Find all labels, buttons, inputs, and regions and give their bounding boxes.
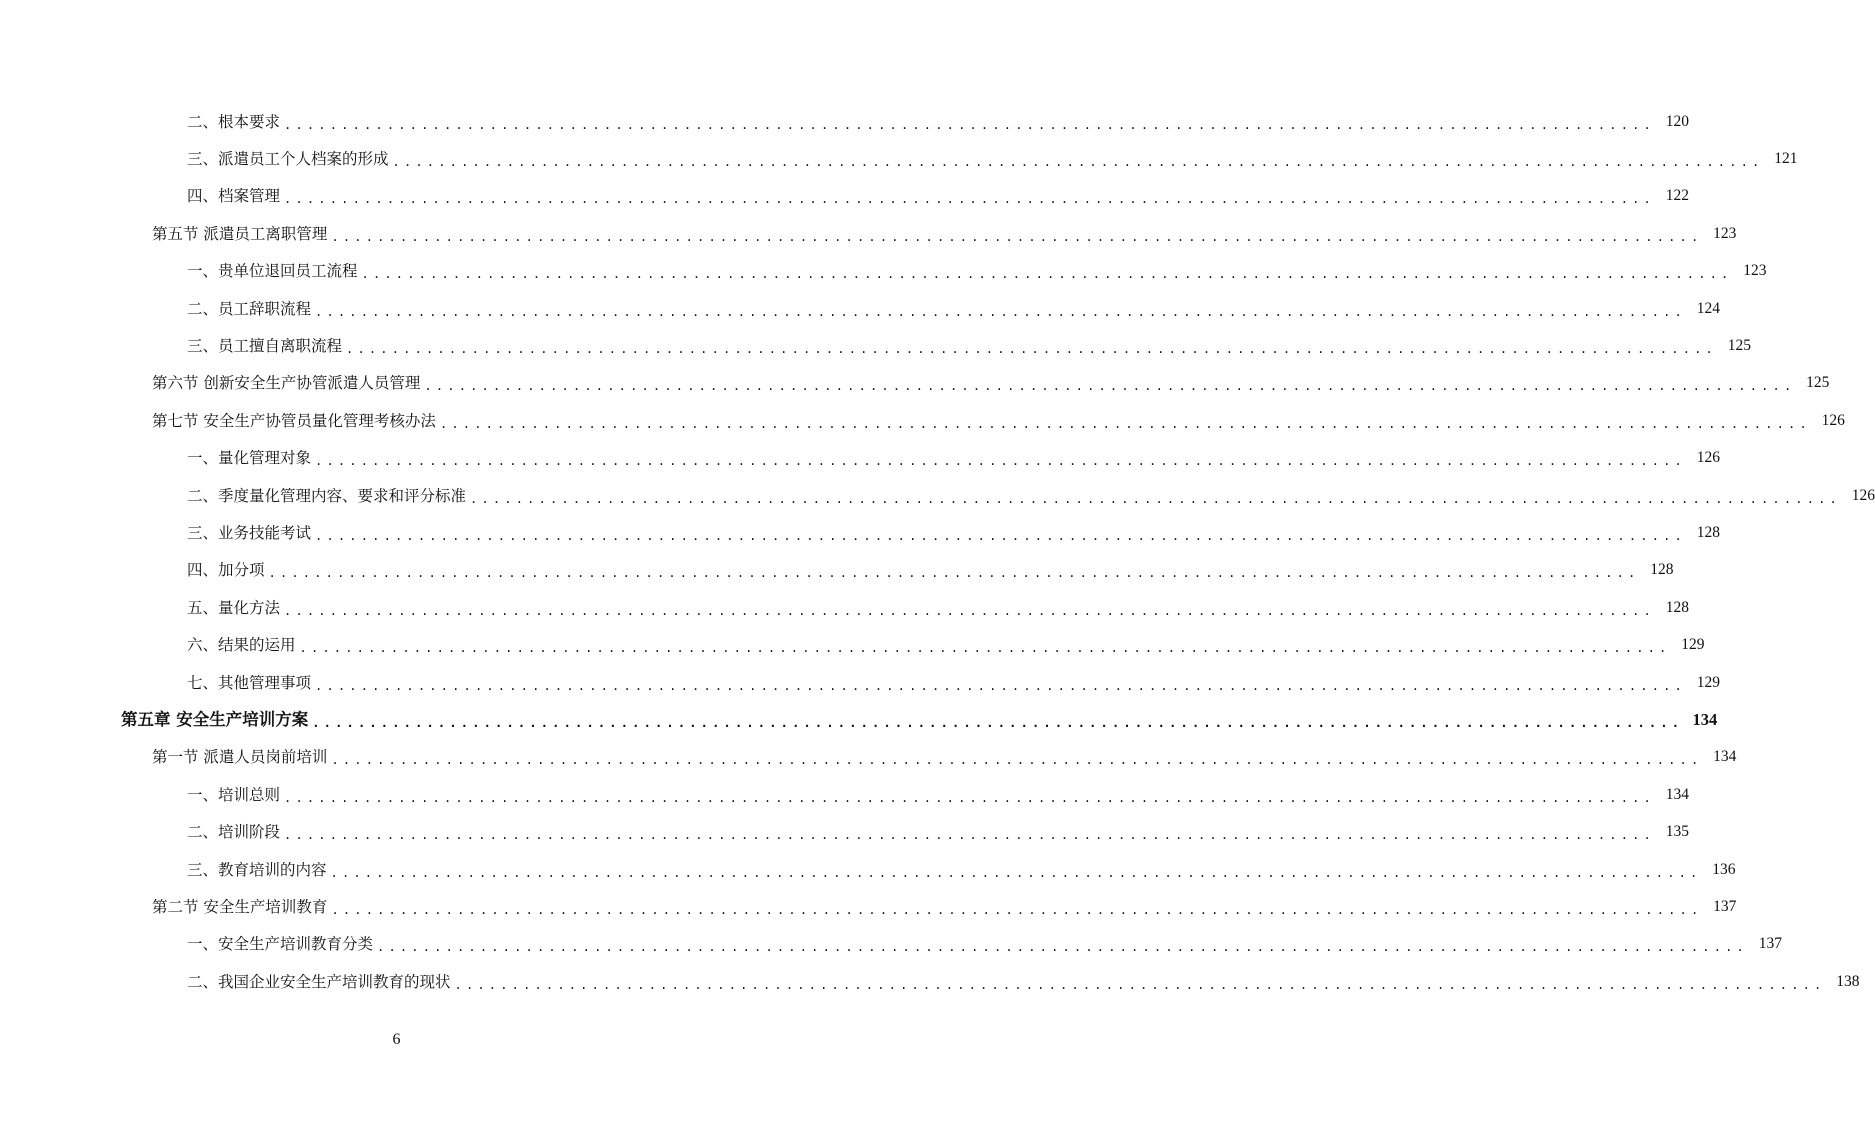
toc-entry[interactable] bbox=[0, 253, 1767, 290]
toc-entry-page: 128 bbox=[1696, 523, 1720, 541]
toc-entry-page: 123 bbox=[1713, 224, 1737, 242]
toc-entry-page: 121 bbox=[1774, 150, 1798, 168]
toc-entry[interactable] bbox=[0, 552, 1674, 589]
toc-leader-dots: ........................................................................................................................ bbox=[315, 678, 1686, 693]
toc-entry-title: 五、量化方法 bbox=[187, 598, 281, 617]
toc-entry-title: 二、我国企业安全生产培训教育的现状 bbox=[187, 972, 451, 991]
toc-entry-page: 125 bbox=[1727, 337, 1751, 355]
toc-entry-title: 二、培训阶段 bbox=[187, 823, 281, 842]
toc-entry-page: 120 bbox=[1665, 112, 1689, 130]
toc-entry-title: 四、加分项 bbox=[187, 561, 265, 580]
toc-entry[interactable] bbox=[0, 739, 1737, 776]
toc-leader-dots: ........................................................................................................................ bbox=[312, 715, 1684, 730]
toc-entry[interactable] bbox=[0, 215, 1737, 252]
toc-entry-page: 126 bbox=[1821, 411, 1845, 429]
toc-entry-title: 第七节 安全生产协管员量化管理考核办法 bbox=[152, 411, 436, 430]
toc-entry-title: 第五章 安全生产培训方案 bbox=[121, 709, 309, 729]
toc-entry-title: 二、员工辞职流程 bbox=[187, 299, 312, 318]
page-number: 6 bbox=[392, 1031, 401, 1048]
toc-entry[interactable] bbox=[0, 440, 1720, 477]
toc-leader-dots: ........................................................................................................................ bbox=[439, 416, 1811, 431]
toc-entry-title: 三、业务技能考试 bbox=[187, 523, 312, 542]
toc-entry-page: 134 bbox=[1713, 748, 1737, 766]
toc-entry-title: 三、员工擅自离职流程 bbox=[187, 337, 343, 356]
toc-entry-page: 129 bbox=[1681, 636, 1705, 654]
toc-entry[interactable] bbox=[0, 626, 1705, 663]
toc-entry[interactable] bbox=[0, 664, 1720, 701]
toc-entry[interactable] bbox=[0, 813, 1689, 850]
toc-entry[interactable] bbox=[0, 926, 1782, 963]
toc-entry-title: 七、其他管理事项 bbox=[187, 673, 312, 692]
toc-entry-page: 134 bbox=[1665, 785, 1689, 803]
toc-leader-dots: ........................................................................................................................ bbox=[331, 229, 1703, 244]
toc-entry-title: 第六节 创新安全生产协管派遣人员管理 bbox=[152, 374, 421, 393]
toc-leader-dots: ........................................................................................................................ bbox=[377, 940, 1748, 955]
toc-leader-dots: ........................................................................................................................ bbox=[284, 828, 1655, 843]
toc-leader-dots: ........................................................................................................................ bbox=[284, 117, 1655, 132]
toc-leader-dots: ........................................................................................................................ bbox=[361, 267, 1733, 282]
toc-entry-title: 四、档案管理 bbox=[187, 187, 281, 206]
toc-entry-page: 128 bbox=[1665, 598, 1689, 616]
toc-leader-dots: ........................................................................................................................ bbox=[330, 865, 1702, 880]
toc-entry-title: 一、量化管理对象 bbox=[187, 449, 312, 468]
toc-entry[interactable] bbox=[0, 477, 1875, 514]
toc-entry-page: 126 bbox=[1851, 486, 1875, 504]
toc-leader-dots: ........................................................................................................................ bbox=[284, 192, 1655, 207]
toc-entry-title: 六、结果的运用 bbox=[187, 636, 296, 655]
table-of-contents bbox=[0, 103, 1875, 1000]
toc-entry[interactable] bbox=[0, 290, 1720, 327]
toc-entry-title: 第五节 派遣员工离职管理 bbox=[152, 224, 328, 243]
toc-entry-title: 第一节 派遣人员岗前培训 bbox=[152, 748, 328, 767]
toc-entry[interactable] bbox=[0, 365, 1830, 402]
toc-entry-page: 122 bbox=[1665, 187, 1689, 205]
toc-entry[interactable] bbox=[0, 851, 1736, 888]
toc-entry-title: 一、培训总则 bbox=[187, 785, 281, 804]
toc-entry[interactable] bbox=[0, 963, 1860, 1000]
toc-leader-dots: ........................................................................................................................ bbox=[315, 454, 1686, 469]
toc-entry-page: 124 bbox=[1696, 299, 1720, 317]
toc-entry[interactable] bbox=[0, 140, 1798, 177]
toc-entry-page: 136 bbox=[1712, 860, 1736, 878]
toc-entry-page: 126 bbox=[1696, 449, 1720, 467]
toc-leader-dots: ........................................................................................................................ bbox=[331, 753, 1703, 768]
toc-entry-title: 一、安全生产培训教育分类 bbox=[187, 935, 374, 954]
toc-entry-page: 137 bbox=[1713, 897, 1737, 915]
toc-leader-dots: ........................................................................................................................ bbox=[284, 603, 1655, 618]
toc-entry-page: 123 bbox=[1743, 262, 1767, 280]
toc-leader-dots: ........................................................................................................................ bbox=[284, 790, 1655, 805]
toc-entry-page: 134 bbox=[1692, 709, 1718, 729]
toc-entry[interactable] bbox=[0, 103, 1689, 140]
toc-entry-title: 二、根本要求 bbox=[187, 112, 281, 131]
toc-entry-title: 三、派遣员工个人档案的形成 bbox=[187, 150, 389, 169]
toc-entry-title: 一、贵单位退回员工流程 bbox=[187, 262, 358, 281]
toc-leader-dots: ........................................................................................................................ bbox=[299, 641, 1671, 656]
toc-leader-dots: ........................................................................................................................ bbox=[315, 528, 1686, 543]
toc-chapter-entry[interactable] bbox=[0, 701, 1718, 738]
toc-entry-page: 125 bbox=[1806, 374, 1830, 392]
toc-entry-title: 第二节 安全生产培训教育 bbox=[152, 897, 328, 916]
toc-entry-title: 二、季度量化管理内容、要求和评分标准 bbox=[187, 486, 467, 505]
toc-leader-dots: ........................................................................................................................ bbox=[470, 491, 1841, 506]
toc-entry-page: 138 bbox=[1836, 972, 1860, 990]
toc-entry[interactable] bbox=[0, 888, 1737, 925]
toc-leader-dots: ........................................................................................................................ bbox=[454, 977, 1826, 992]
toc-entry[interactable] bbox=[0, 327, 1751, 364]
toc-entry-page: 135 bbox=[1665, 823, 1689, 841]
toc-leader-dots: ........................................................................................................................ bbox=[268, 566, 1640, 581]
toc-leader-dots: ........................................................................................................................ bbox=[424, 379, 1796, 394]
toc-leader-dots: ........................................................................................................................ bbox=[346, 342, 1717, 357]
toc-entry[interactable] bbox=[0, 776, 1689, 813]
toc-entry-page: 128 bbox=[1650, 561, 1674, 579]
toc-leader-dots: ........................................................................................................................ bbox=[315, 304, 1686, 319]
toc-entry[interactable] bbox=[0, 178, 1689, 215]
toc-entry-page: 129 bbox=[1696, 673, 1720, 691]
toc-entry[interactable] bbox=[0, 402, 1845, 439]
toc-leader-dots: ........................................................................................................................ bbox=[392, 155, 1764, 170]
toc-entry-page: 137 bbox=[1758, 935, 1782, 953]
toc-entry[interactable] bbox=[0, 514, 1720, 551]
toc-entry-title: 三、教育培训的内容 bbox=[187, 860, 327, 879]
toc-entry[interactable] bbox=[0, 589, 1689, 626]
toc-leader-dots: ........................................................................................................................ bbox=[331, 902, 1703, 917]
